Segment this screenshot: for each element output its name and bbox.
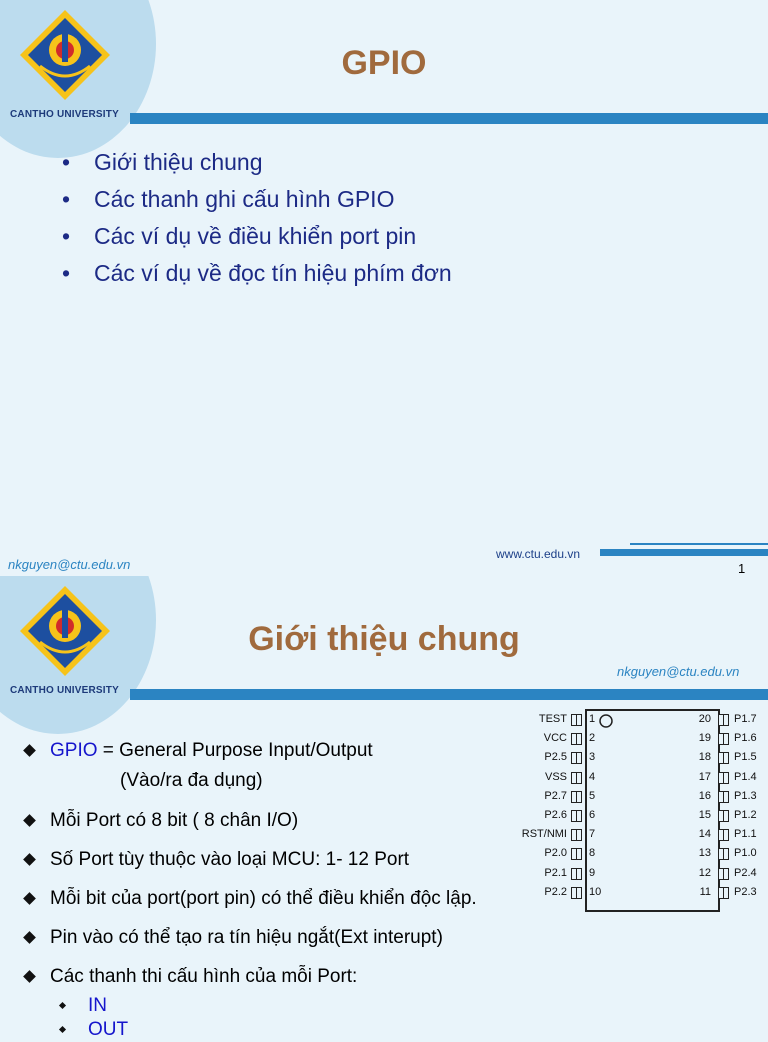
sublist-item <box>58 1018 128 1042</box>
pin-label: P2.4 <box>734 866 757 879</box>
pin-number: 5 <box>589 789 596 802</box>
pin-number: 14 <box>698 828 711 841</box>
chip-pin <box>571 714 582 726</box>
pin-label: P2.7 <box>544 789 567 802</box>
header-bar <box>130 691 768 700</box>
pin-number: 16 <box>698 789 711 802</box>
pin-number: 8 <box>589 847 596 860</box>
pin-label: P1.0 <box>734 847 757 860</box>
chip-pin <box>571 810 582 822</box>
pin-number: 6 <box>589 809 596 821</box>
pin-label: P1.2 <box>734 809 757 821</box>
pin-number: 3 <box>589 751 596 764</box>
pin-label: VCC <box>543 732 567 745</box>
pin-label: P2.0 <box>544 847 567 860</box>
list-item <box>22 927 477 966</box>
website-link[interactable]: www.ctu.edu.vn <box>496 547 581 561</box>
list-item-text: Pin vào có thể tạo ra tín hiệu ngắt(Ext interupt) <box>50 927 443 948</box>
chip-pin <box>718 868 729 880</box>
chip-pin <box>718 829 729 841</box>
list-item-text: Mỗi Port có 8 bit ( 8 chân I/O) <box>50 810 299 831</box>
pin-label: P1.7 <box>734 713 757 725</box>
pin-label: P2.1 <box>544 866 567 879</box>
chip-pin <box>718 887 729 899</box>
chip-pin <box>571 868 582 880</box>
chip-pin <box>571 752 582 764</box>
pin-label: P2.5 <box>544 751 567 764</box>
footer-rule <box>630 543 768 545</box>
chip-pin <box>571 887 582 899</box>
chip-pin <box>571 791 582 803</box>
chip-pin <box>718 714 729 726</box>
pin-label: VSS <box>544 770 567 783</box>
pin-number: 1 <box>589 713 596 725</box>
list-item <box>22 810 477 849</box>
sublist-item-text: IN <box>88 995 107 1016</box>
diamond-bullet-icon <box>23 853 36 866</box>
pin-number: 13 <box>698 847 711 860</box>
small-diamond-bullet-icon <box>59 1026 66 1033</box>
list-item: • Các ví dụ về điều khiển port pin <box>62 218 452 255</box>
email-link[interactable]: nkguyen@ctu.edu.vn <box>8 557 131 572</box>
gpio-term: GPIO <box>50 740 98 761</box>
gpio-definition: = General Purpose Input/Output <box>97 740 373 761</box>
email-link[interactable]: nkguyen@ctu.edu.vn <box>617 664 740 679</box>
pin-label: P1.3 <box>734 789 757 802</box>
list-item: • Các thanh ghi cấu hình GPIO <box>62 181 452 218</box>
pin-number: 9 <box>589 866 596 879</box>
pin-number: 2 <box>589 732 596 745</box>
sublist-item-text: OUT <box>88 1019 129 1040</box>
university-name: CANTHO UNIVERSITY <box>10 685 119 696</box>
chip-pin <box>718 752 729 764</box>
chip-pin <box>571 772 582 784</box>
pin-label: P2.3 <box>734 885 757 898</box>
chip-pin <box>718 791 729 803</box>
pin-label: P1.6 <box>734 732 757 745</box>
list-item <box>22 740 477 810</box>
diamond-bullet-icon <box>23 744 36 757</box>
chip-pin <box>718 848 729 860</box>
diamond-bullet-icon <box>23 814 36 827</box>
pin1-indicator-icon <box>598 713 614 729</box>
register-sublist <box>58 994 128 1042</box>
sublist-item <box>58 994 128 1018</box>
footer-bar <box>600 549 768 556</box>
pin-label: P1.5 <box>734 751 757 764</box>
slide-title: Giới thiệu chung <box>248 620 520 658</box>
chip-pin <box>571 829 582 841</box>
chip-pin <box>571 733 582 745</box>
diamond-bullet-icon <box>23 892 36 905</box>
small-diamond-bullet-icon <box>59 1002 66 1009</box>
pin-number: 17 <box>698 770 711 783</box>
pin-number: 7 <box>589 828 596 841</box>
list-item-text: Mỗi bit của port(port pin) có thể điều khiển độc lập. <box>50 888 477 909</box>
pin-label: P1.4 <box>734 770 757 783</box>
pin-number: 19 <box>698 732 711 745</box>
pin-label: P2.2 <box>544 885 567 898</box>
pin-number: 18 <box>698 751 711 764</box>
topic-list <box>62 144 452 292</box>
slide-title: GPIO <box>341 44 427 82</box>
diamond-bullet-icon <box>23 931 36 944</box>
chip-pin <box>718 772 729 784</box>
pin-label: RST/NMI <box>521 828 567 841</box>
chip-pin <box>571 848 582 860</box>
gpio-subtext: (Vào/ra đa dụng) <box>120 770 263 791</box>
chip-pin <box>718 810 729 822</box>
pin-number: 12 <box>698 866 711 879</box>
page-number: 1 <box>738 561 746 576</box>
university-name: CANTHO UNIVERSITY <box>10 109 119 120</box>
list-item <box>22 888 477 927</box>
diamond-bullet-icon <box>23 970 36 983</box>
pin-label: P1.1 <box>734 828 757 841</box>
pin-number: 15 <box>698 809 711 821</box>
pin-number: 10 <box>589 885 602 898</box>
feature-list <box>22 740 477 1005</box>
pin-label: P2.6 <box>544 809 567 821</box>
pin-number: 11 <box>699 885 711 898</box>
list-item: • Giới thiệu chung <box>62 144 452 181</box>
list-item-text: Các thanh thi cấu hình của mỗi Port: <box>50 966 358 987</box>
header-bar <box>130 115 768 124</box>
chip-pin <box>718 733 729 745</box>
pin-label: TEST <box>538 713 567 725</box>
list-item <box>22 849 477 888</box>
pin-number: 20 <box>698 713 711 725</box>
pin-number: 4 <box>589 770 596 783</box>
list-item: • Các ví dụ về đọc tín hiệu phím đơn <box>62 255 452 292</box>
list-item-text: Số Port tùy thuộc vào loại MCU: 1- 12 Port <box>50 849 410 870</box>
